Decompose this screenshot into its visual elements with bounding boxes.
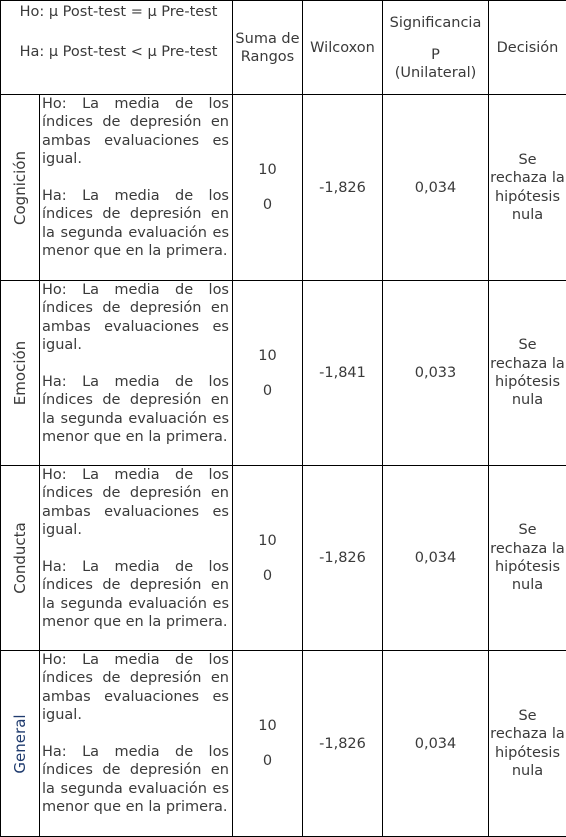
rango-positive: 10: [233, 718, 302, 734]
suma-rangos-cell: [233, 95, 303, 281]
dimension-cell: [1, 281, 40, 466]
wilcoxon-cell: -1,826: [303, 466, 383, 651]
table-row: [1, 651, 566, 837]
significancia-cell: 0,033: [383, 281, 489, 466]
dimension-label: Conducta: [11, 522, 29, 594]
wilcoxon-header: Wilcoxon: [303, 1, 383, 95]
unilateral-label: (Unilateral): [383, 64, 488, 82]
dimension-cell: [1, 651, 40, 837]
table-row: [1, 95, 566, 281]
significancia-cell: 0,034: [383, 95, 489, 281]
suma-rangos-cell: [233, 281, 303, 466]
p-label: P: [383, 46, 488, 64]
table-row: [1, 466, 566, 651]
rango-negative: 0: [233, 568, 302, 584]
hypothesis-cell: [40, 281, 233, 466]
dimension-label: General: [11, 714, 29, 773]
ho-text: Ho: La media de los índices de depresión en ambas evaluaciones es igual.: [42, 281, 229, 355]
rango-negative: 0: [233, 383, 302, 399]
decision-header: Decisión: [489, 1, 566, 95]
hypothesis-cell: [40, 95, 233, 281]
ha-text: Ha: La media de los índices de depresión en la segunda evaluación es menor que en la primera.: [42, 558, 229, 632]
dimension-label: Cognición: [11, 151, 29, 225]
header-ho: Ho: µ Post-test = µ Pre-test: [9, 3, 228, 21]
rango-positive: 10: [233, 533, 302, 549]
hypothesis-cell: [40, 466, 233, 651]
ha-text: Ha: La media de los índices de depresión en la segunda evaluación es menor que en la primera.: [42, 743, 229, 817]
table-row: [1, 281, 566, 466]
wilcoxon-cell: -1,826: [303, 95, 383, 281]
dimension-cell: [1, 466, 40, 651]
rango-negative: 0: [233, 197, 302, 213]
decision-cell: Se rechaza la hipótesis nula: [489, 651, 566, 837]
hypothesis-cell: [40, 651, 233, 837]
significancia-label: Significancia: [383, 14, 488, 32]
ha-text: Ha: La media de los índices de depresión en la segunda evaluación es menor que en la primera.: [42, 187, 229, 261]
rango-negative: 0: [233, 753, 302, 769]
decision-cell: Se rechaza la hipótesis nula: [489, 281, 566, 466]
suma-rangos-cell: [233, 466, 303, 651]
decision-cell: Se rechaza la hipótesis nula: [489, 466, 566, 651]
significancia-cell: 0,034: [383, 466, 489, 651]
rango-positive: 10: [233, 348, 302, 364]
ha-text: Ha: La media de los índices de depresión en la segunda evaluación es menor que en la primera.: [42, 373, 229, 447]
suma-rangos-cell: [233, 651, 303, 837]
significancia-cell: 0,034: [383, 651, 489, 837]
dimension-cell: [1, 95, 40, 281]
suma-de-rangos-header: Suma de Rangos: [233, 1, 303, 95]
wilcoxon-cell: -1,826: [303, 651, 383, 837]
dimension-label: Emoción: [11, 341, 29, 405]
rango-positive: 10: [233, 162, 302, 178]
ho-text: Ho: La media de los índices de depresión en ambas evaluaciones es igual.: [42, 95, 229, 169]
header-ha: Ha: µ Post-test < µ Pre-test: [9, 43, 228, 61]
header-row: [1, 1, 566, 95]
wilcoxon-cell: -1,841: [303, 281, 383, 466]
significancia-header: [383, 1, 489, 95]
decision-cell: Se rechaza la hipótesis nula: [489, 95, 566, 281]
ho-text: Ho: La media de los índices de depresión en ambas evaluaciones es igual.: [42, 466, 229, 540]
hypotheses-header: [1, 1, 233, 95]
ho-text: Ho: La media de los índices de depresión en ambas evaluaciones es igual.: [42, 651, 229, 725]
